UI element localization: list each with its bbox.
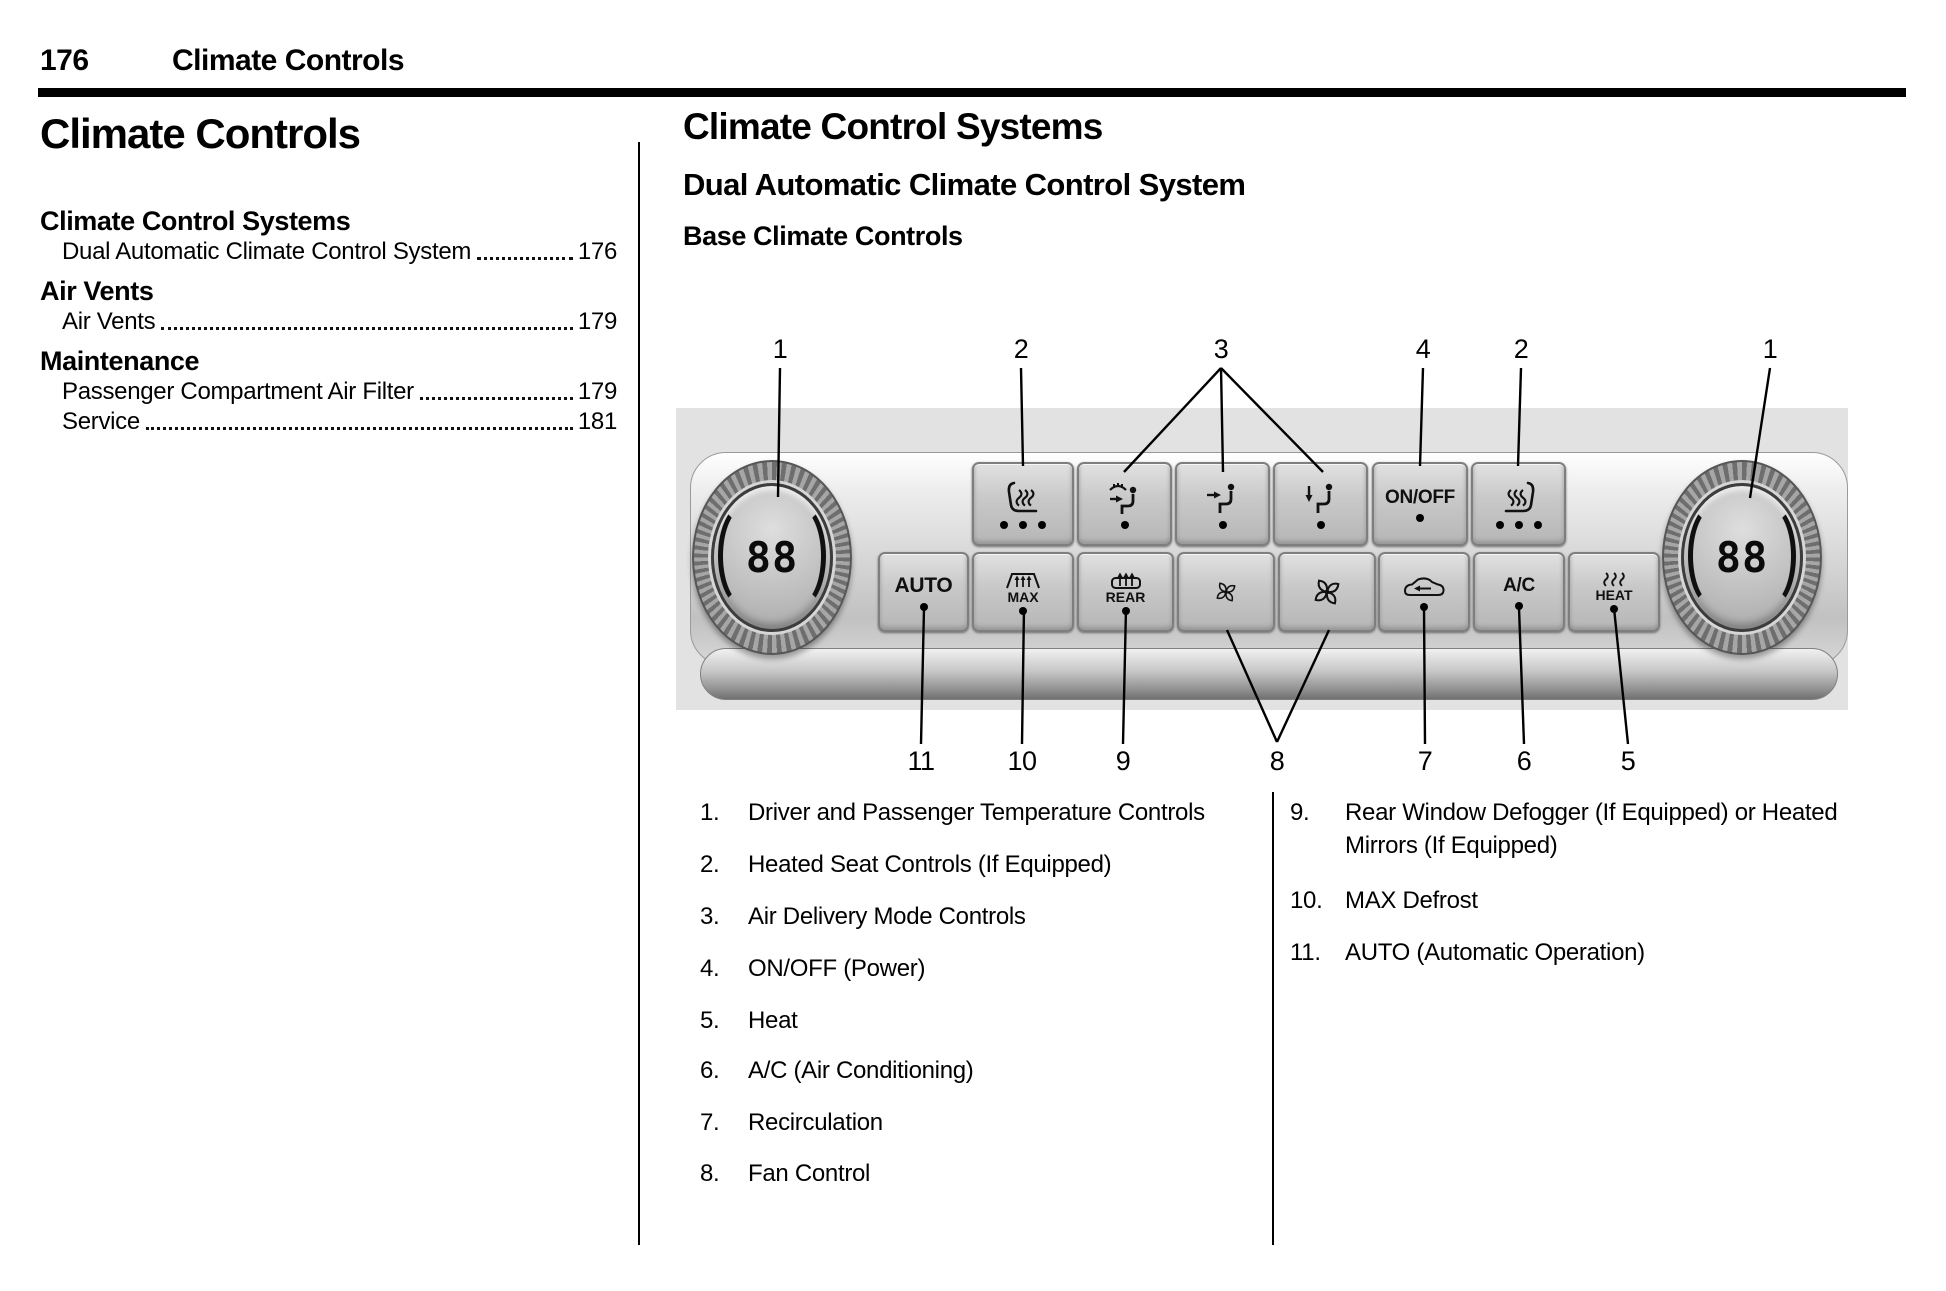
legend-text: A/C (Air Conditioning) xyxy=(748,1057,974,1084)
callout-7: 7 xyxy=(1417,746,1433,776)
on-off-button xyxy=(1372,462,1468,546)
legend-item xyxy=(700,1054,1260,1087)
legend-number: 5. xyxy=(700,1007,720,1034)
legend-number: 9. xyxy=(1290,799,1310,826)
legend-item xyxy=(700,1157,1260,1190)
dot-leader xyxy=(477,257,573,260)
page-number: 176 xyxy=(40,44,89,77)
legend-item xyxy=(700,900,1260,933)
callout-1-right: 1 xyxy=(1762,334,1778,364)
callout-3: 3 xyxy=(1213,334,1229,364)
dot-leader xyxy=(161,327,572,330)
level-indicator-dots xyxy=(1219,521,1227,529)
ac-button xyxy=(1473,552,1565,632)
rear-defrost-icon xyxy=(1107,570,1145,590)
temperature-display: 88 xyxy=(1715,533,1769,582)
legend-number: 6. xyxy=(700,1057,720,1084)
legend-number: 10. xyxy=(1290,887,1323,914)
heated-seat-right-icon xyxy=(1499,480,1539,516)
heated-seat-left-button xyxy=(972,462,1074,546)
auto-label: AUTO xyxy=(894,573,953,597)
callout-2-left: 2 xyxy=(1013,334,1029,364)
max-defrost-button xyxy=(972,552,1074,632)
fan-low-icon xyxy=(1213,579,1239,605)
legend-item xyxy=(700,796,1260,829)
legend-text: MAX Defrost xyxy=(1345,887,1478,914)
temperature-display: 88 xyxy=(745,533,799,582)
legend-number: 2. xyxy=(700,851,720,878)
heated-seat-right-button xyxy=(1471,462,1566,546)
floor-mode-icon xyxy=(1301,480,1341,516)
toc-entry xyxy=(62,378,617,406)
indicator-dot xyxy=(1420,603,1428,611)
callout-6: 6 xyxy=(1516,746,1532,776)
legend-text: Rear Window Defogger (If Equipped) or Heated Mirrors (If Equipped) xyxy=(1345,799,1838,859)
defrost-mode-icon xyxy=(1105,480,1145,516)
toc-entry xyxy=(62,408,617,436)
fan-high-icon xyxy=(1310,575,1344,609)
subsection-heading: Dual Automatic Climate Control System xyxy=(683,167,1246,202)
toc-entry-label: Service xyxy=(62,408,140,435)
section-heading: Climate Control Systems xyxy=(683,106,1103,147)
legend-item xyxy=(1290,796,1865,862)
legend-number: 3. xyxy=(700,903,720,930)
toc-entry-label: Dual Automatic Climate Control System xyxy=(62,238,472,265)
defrost-mode-button xyxy=(1077,462,1172,546)
legend-text: Heat xyxy=(748,1007,798,1034)
legend-text: Recirculation xyxy=(748,1109,883,1136)
heated-seat-left-icon xyxy=(1003,480,1043,516)
level-indicator-dots xyxy=(1496,521,1542,529)
indicator-dot xyxy=(920,603,928,611)
toc-section-heading: Climate Control Systems xyxy=(40,206,351,236)
legend-number: 4. xyxy=(700,955,720,982)
legend-text: AUTO (Automatic Operation) xyxy=(1345,939,1645,966)
floor-mode-button xyxy=(1273,462,1368,546)
toc-entry-page: 176 xyxy=(577,238,617,265)
level-indicator-dots xyxy=(1121,521,1129,529)
heat-label: HEAT xyxy=(1595,586,1633,603)
legend-text: Fan Control xyxy=(748,1160,871,1187)
recirculation-icon xyxy=(1401,574,1447,598)
indicator-dot xyxy=(1122,607,1130,615)
callout-4: 4 xyxy=(1415,334,1431,364)
legend-item xyxy=(700,1004,1260,1037)
legend-divider xyxy=(1272,792,1274,1245)
toc-entry-label: Passenger Compartment Air Filter xyxy=(62,378,414,405)
heat-button xyxy=(1568,552,1660,632)
toc-entry-label: Air Vents xyxy=(62,308,156,335)
running-header: Climate Controls xyxy=(172,44,405,77)
callout-5: 5 xyxy=(1620,746,1636,776)
knob-face xyxy=(1681,483,1803,632)
level-indicator-dots xyxy=(1000,521,1046,529)
legend-text: Driver and Passenger Temperature Controls xyxy=(748,799,1205,826)
header-rule xyxy=(38,88,1906,97)
indicator-dot xyxy=(1610,605,1618,613)
callout-9: 9 xyxy=(1115,746,1131,776)
toc-title: Climate Controls xyxy=(40,110,361,157)
level-indicator-dots xyxy=(1416,514,1424,522)
legend-number: 8. xyxy=(700,1160,720,1187)
knob-face xyxy=(711,483,833,632)
legend-number: 11. xyxy=(1290,939,1321,966)
auto-button xyxy=(878,552,969,632)
on-off-label: ON/OFF xyxy=(1385,486,1455,508)
control-panel-lower-trim xyxy=(700,648,1838,700)
legend-text: Air Delivery Mode Controls xyxy=(748,903,1026,930)
toc-entry xyxy=(62,238,617,266)
level-indicator-dots xyxy=(1317,521,1325,529)
legend-item xyxy=(1290,936,1865,969)
toc-entry xyxy=(62,308,617,336)
column-divider xyxy=(638,142,640,1245)
toc-entry-page: 179 xyxy=(577,308,617,335)
toc-section-heading: Air Vents xyxy=(40,276,154,306)
callout-8: 8 xyxy=(1269,746,1285,776)
heat-steam-icon xyxy=(1599,572,1629,588)
vent-mode-button xyxy=(1175,462,1270,546)
callout-11: 11 xyxy=(907,746,935,776)
max-defrost-icon xyxy=(1003,570,1043,590)
callout-1-left: 1 xyxy=(772,334,788,364)
legend-number: 1. xyxy=(700,799,720,826)
passenger-temperature-knob xyxy=(1662,460,1822,655)
ac-label: A/C xyxy=(1503,574,1535,596)
figure-heading: Base Climate Controls xyxy=(683,221,963,251)
fan-increase-button xyxy=(1278,552,1376,632)
vent-mode-icon xyxy=(1203,480,1243,516)
legend-text: ON/OFF (Power) xyxy=(748,955,926,982)
toc-entry-page: 179 xyxy=(577,378,617,405)
toc-entry-page: 181 xyxy=(577,408,617,435)
driver-temperature-knob xyxy=(692,460,852,655)
legend-item xyxy=(700,952,1260,985)
rear-defrost-button xyxy=(1077,552,1174,632)
fan-decrease-button xyxy=(1177,552,1275,632)
dot-leader xyxy=(146,427,573,430)
callout-10: 10 xyxy=(1007,746,1037,776)
legend-number: 7. xyxy=(700,1109,720,1136)
recirculation-button xyxy=(1378,552,1470,632)
indicator-dot xyxy=(1515,602,1523,610)
legend-item xyxy=(700,848,1260,881)
max-label: MAX xyxy=(1007,588,1039,605)
rear-label: REAR xyxy=(1105,588,1146,605)
legend-item xyxy=(700,1106,1260,1139)
callout-2-right: 2 xyxy=(1513,334,1529,364)
legend-item xyxy=(1290,884,1865,917)
dot-leader xyxy=(420,397,573,400)
legend-text: Heated Seat Controls (If Equipped) xyxy=(748,851,1112,878)
toc-section-heading: Maintenance xyxy=(40,346,200,376)
indicator-dot xyxy=(1019,607,1027,615)
